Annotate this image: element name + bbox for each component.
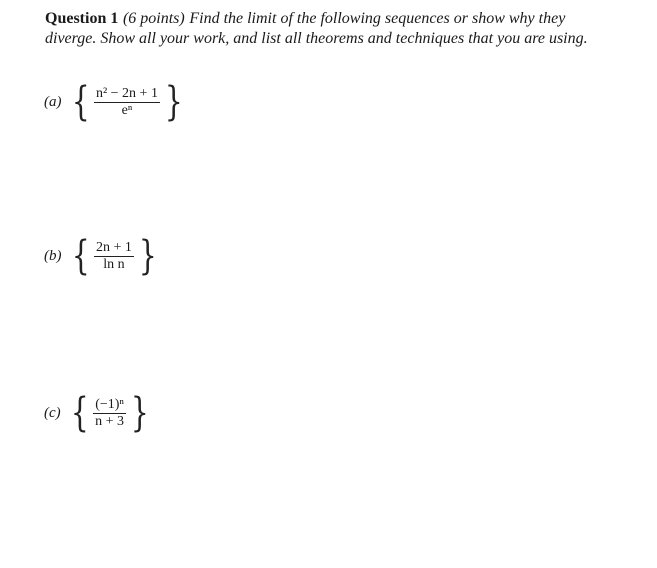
left-brace: { (71, 79, 90, 125)
part-a-denominator: eⁿ (121, 102, 133, 118)
question-points: (6 points) (122, 10, 185, 27)
part-b (44, 233, 160, 279)
part-b-label: (b) (44, 247, 62, 264)
right-brace: } (164, 79, 183, 125)
part-c (44, 390, 152, 436)
left-brace: { (71, 233, 90, 279)
part-c-label: (c) (44, 404, 61, 421)
question-statement (45, 9, 605, 49)
right-brace: } (138, 233, 157, 279)
part-a (44, 79, 186, 125)
part-b-denominator: ln n (103, 256, 125, 272)
part-a-fraction (94, 86, 160, 119)
part-a-numerator: n² − 2n + 1 (95, 85, 158, 101)
question-text: Find the limit of the following sequences or show why they diverge. Show all your work, and list all theorems and techniques that you are using. (45, 10, 588, 47)
part-c-fraction (93, 397, 126, 430)
part-b-numerator: 2n + 1 (95, 239, 132, 255)
question-label: Question 1 (45, 10, 119, 27)
right-brace: } (130, 390, 149, 436)
left-brace: { (70, 390, 89, 436)
part-c-numerator: (−1)ⁿ (95, 396, 124, 412)
part-b-fraction (94, 240, 134, 273)
part-a-label: (a) (44, 93, 62, 110)
part-c-denominator: n + 3 (95, 413, 125, 429)
